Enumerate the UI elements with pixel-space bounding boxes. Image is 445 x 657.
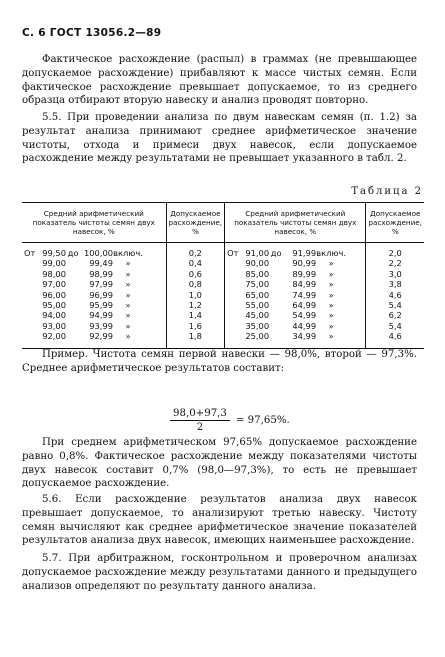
fraction-denominator: 2 <box>196 422 204 433</box>
left-tolerance-cell: 1,4 <box>166 310 225 320</box>
left-range-cell <box>22 243 166 259</box>
right-suffix: » <box>328 268 334 279</box>
table-row <box>22 279 424 289</box>
left-tolerance-cell: 0,4 <box>166 258 225 268</box>
left-range-cell <box>22 290 166 300</box>
left-suffix: » <box>125 289 131 300</box>
fraction <box>170 408 230 433</box>
left-to: 94,99 <box>89 310 113 321</box>
paragraph-spread: Фактическое расхождение (распыл) в граммах (не превышающее допускаемое расхождение) прибавляют к массе чистых семян. Если фактическое расхождение превышает допускаемое, то из среднего образца отбирают вторую навеску и анализ проводят повторно. <box>22 54 417 107</box>
right-tolerance-cell: 5,4 <box>366 321 424 331</box>
right-from: 85,00 <box>245 268 270 279</box>
formula-result: = 97,65%. <box>235 415 290 426</box>
right-suffix: » <box>328 289 334 300</box>
left-to: 100,00 <box>83 248 113 258</box>
right-from: 25,00 <box>245 331 270 342</box>
right-range-cell <box>225 269 366 279</box>
left-suffix: » <box>125 279 131 290</box>
right-from: 90,00 <box>245 258 270 269</box>
right-word-to: до <box>270 248 282 258</box>
left-range-cell <box>22 321 166 331</box>
right-from: 35,00 <box>245 320 270 331</box>
left-suffix: » <box>125 331 131 342</box>
left-to: 98,99 <box>89 268 113 279</box>
right-range-cell <box>225 310 366 320</box>
paragraph-example-result: При среднем арифметическом 97,65% допускаемое расхождение равно 0,8%. Фактическое расхождение между показателями чистоты двух навесок составит 0,7% (98,0—97,3%), то есть не превышает допускаемое расхождение. <box>22 437 417 490</box>
right-range-cell <box>225 331 366 348</box>
right-to: 90,99 <box>292 258 317 269</box>
left-from: 95,00 <box>42 300 66 311</box>
table-row <box>22 243 424 259</box>
right-tolerance-cell: 4,6 <box>366 331 424 348</box>
right-suffix: » <box>328 258 334 269</box>
right-tolerance-cell: 2,2 <box>366 258 424 268</box>
right-to: 54,99 <box>292 310 317 321</box>
paragraph-5-5: 5.5. При проведении анализа по двум навескам семян (п. 1.2) за результат анализа принимают среднее арифметическое значение чистоты, отхода и примеси двух навесок, если допускаемое расхождение между результатами не превышает указанного в табл. 2. <box>22 112 417 165</box>
left-tolerance-cell: 0,2 <box>166 243 225 259</box>
right-to: 84,99 <box>292 279 317 290</box>
left-from: 93,00 <box>42 320 66 331</box>
left-range-cell <box>22 310 166 320</box>
left-word-from: От <box>24 248 36 258</box>
right-suffix: включ. <box>316 248 346 258</box>
left-to: 99,49 <box>89 258 113 269</box>
left-suffix: » <box>125 320 131 331</box>
right-to: 91,99 <box>292 248 317 258</box>
left-range-cell <box>22 331 166 348</box>
left-range-cell <box>22 258 166 268</box>
left-suffix: » <box>125 258 131 269</box>
header-tol-left: Допускаемое расхождение, % <box>166 203 225 243</box>
right-range-cell <box>225 279 366 289</box>
left-suffix: » <box>125 310 131 321</box>
table-body <box>22 243 424 349</box>
left-word-to: до <box>67 248 79 258</box>
left-from: 99,00 <box>42 258 66 269</box>
table-row <box>22 269 424 279</box>
left-tolerance-cell: 1,0 <box>166 290 225 300</box>
left-to: 95,99 <box>89 300 113 311</box>
table-row <box>22 310 424 320</box>
table-row <box>22 321 424 331</box>
left-range-cell <box>22 300 166 310</box>
mean-formula <box>170 408 290 433</box>
right-suffix: » <box>328 320 334 331</box>
left-to: 96,99 <box>89 289 113 300</box>
left-to: 93,99 <box>89 320 113 331</box>
right-tolerance-cell: 3,0 <box>366 269 424 279</box>
right-to: 89,99 <box>292 268 317 279</box>
left-suffix: включ. <box>113 248 143 258</box>
tolerance-table <box>22 202 424 349</box>
left-tolerance-cell: 1,8 <box>166 331 225 348</box>
left-from: 97,00 <box>42 279 66 290</box>
right-from: 45,00 <box>245 310 270 321</box>
header-mean-left: Средний арифметический показатель чистоты семян двух навесок, % <box>22 203 166 243</box>
left-to: 97,99 <box>89 279 113 290</box>
right-tolerance-cell: 5,4 <box>366 300 424 310</box>
right-to: 64,99 <box>292 300 317 311</box>
right-suffix: » <box>328 300 334 311</box>
right-range-cell <box>225 300 366 310</box>
left-from: 96,00 <box>42 289 66 300</box>
left-from: 94,00 <box>42 310 66 321</box>
right-suffix: » <box>328 331 334 342</box>
right-to: 34,99 <box>292 331 317 342</box>
paragraph-5-6: 5.6. Если расхождение результатов анализа двух навесок превышает допускаемое, то анализируют третью навеску. Чистоту семян вычисляют как среднее арифметическое значение показателей результатов анализа двух навесок, имеющих наименьшее расхождение. <box>22 494 417 547</box>
table-row <box>22 300 424 310</box>
example-paragraph: Пример. Чистота семян первой навески — 98,0%, второй — 97,3%. Среднее арифметическое результатов составит: <box>22 349 417 374</box>
right-tolerance-cell: 6,2 <box>366 310 424 320</box>
right-tolerance-cell: 4,6 <box>366 290 424 300</box>
right-range-cell <box>225 243 366 259</box>
left-tolerance-cell: 0,8 <box>166 279 225 289</box>
right-word-from: От <box>227 248 239 258</box>
fraction-numerator: 98,0+97,3 <box>170 408 230 421</box>
left-from: 99,50 <box>42 248 66 258</box>
right-suffix: » <box>328 310 334 321</box>
header-tol-right: Допускаемое расхождение, % <box>366 203 424 243</box>
right-to: 74,99 <box>292 289 317 300</box>
right-from: 65,00 <box>245 289 270 300</box>
left-from: 98,00 <box>42 268 66 279</box>
table-row <box>22 331 424 348</box>
paragraph-5-7: 5.7. При арбитражном, госконтрольном и проверочном анализах допускаемое расхождение между результатами данного и предыдущего анализов определяют по результату данного анализа. <box>22 553 417 592</box>
right-range-cell <box>225 258 366 268</box>
right-tolerance-cell: 2,0 <box>366 243 424 259</box>
left-tolerance-cell: 1,6 <box>166 321 225 331</box>
left-tolerance-cell: 0,6 <box>166 269 225 279</box>
right-from: 91,00 <box>245 248 270 258</box>
right-from: 55,00 <box>245 300 270 311</box>
table-row <box>22 290 424 300</box>
table-row <box>22 258 424 268</box>
left-range-cell <box>22 269 166 279</box>
right-suffix: » <box>328 279 334 290</box>
right-to: 44,99 <box>292 320 317 331</box>
left-suffix: » <box>125 300 131 311</box>
header-mean-right: Средний арифметический показатель чистоты семян двух навесок, % <box>225 203 366 243</box>
right-tolerance-cell: 3,8 <box>366 279 424 289</box>
right-range-cell <box>225 321 366 331</box>
right-from: 75,00 <box>245 279 270 290</box>
left-from: 92,00 <box>42 331 66 342</box>
table-caption: Таблица 2 <box>351 186 423 197</box>
left-to: 92,99 <box>89 331 113 342</box>
left-range-cell <box>22 279 166 289</box>
left-suffix: » <box>125 268 131 279</box>
left-tolerance-cell: 1,2 <box>166 300 225 310</box>
page-header: С. 6 ГОСТ 13056.2—89 <box>22 27 162 39</box>
right-range-cell <box>225 290 366 300</box>
